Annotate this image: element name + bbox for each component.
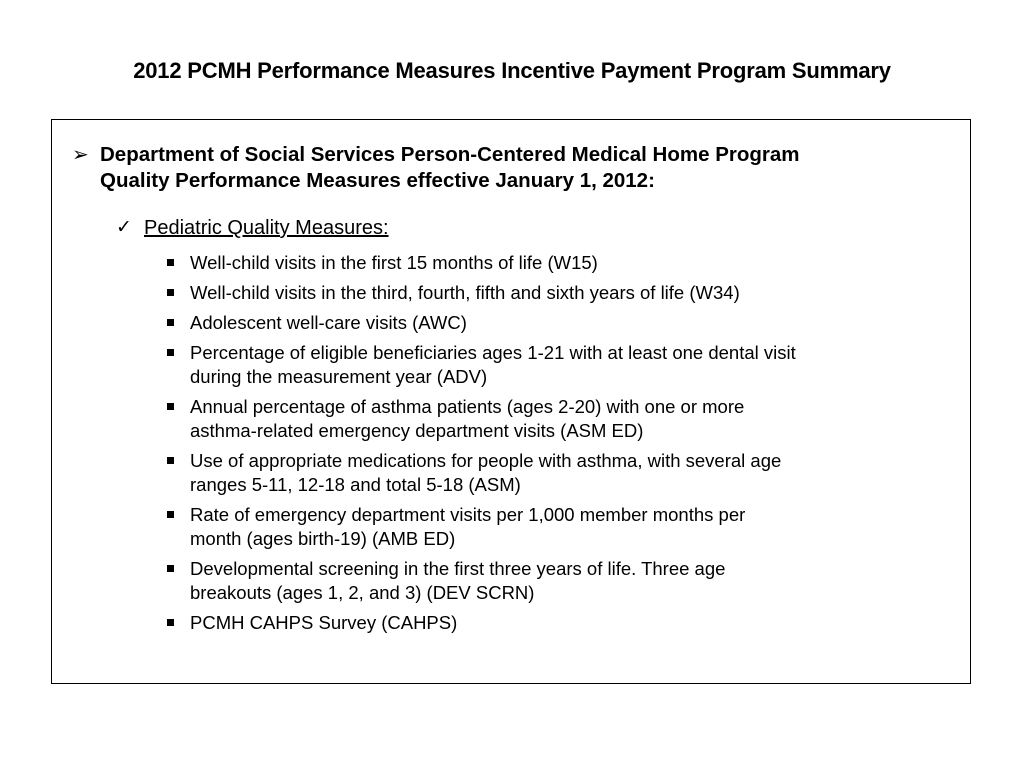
slide-title: 2012 PCMH Performance Measures Incentive Payment Program Summary xyxy=(133,58,891,83)
measure-text: Rate of emergency department visits per 1,000 member months per month (ages birth-19) (AMB ED) xyxy=(190,504,746,549)
measure-text: PCMH CAHPS Survey (CAHPS) xyxy=(190,612,458,633)
list-item xyxy=(162,311,952,335)
list-item xyxy=(162,557,952,605)
measure-text: Well-child visits in the third, fourth, fifth and sixth years of life (W34) xyxy=(190,282,740,303)
main-bullet-line-2: Quality Performance Measures effective January 1, 2012: xyxy=(100,169,655,192)
square-bullet-icon xyxy=(162,557,190,581)
square-bullet-icon xyxy=(162,281,190,305)
sub-heading-item xyxy=(116,215,389,241)
square-bullet-icon xyxy=(162,395,190,419)
list-item xyxy=(162,281,952,305)
square-bullet-icon xyxy=(162,311,190,335)
content-box xyxy=(51,119,971,684)
square-bullet-icon xyxy=(162,341,190,365)
sub-heading-label: Pediatric Quality Measures: xyxy=(144,217,389,239)
measure-text: Developmental screening in the first three years of life. Three age breakouts (ages 1, 2, and 3) (DEV SCRN) xyxy=(190,558,726,603)
square-bullet-icon xyxy=(162,251,190,275)
list-item xyxy=(162,251,952,275)
arrowhead-bullet-icon: ➢ xyxy=(72,144,89,166)
list-item xyxy=(162,503,952,551)
list-item xyxy=(162,341,952,389)
measure-text: Use of appropriate medications for people with asthma, with several age ranges 5-11, 12-18 and total 5-18 (ASM) xyxy=(190,450,782,495)
square-bullet-icon xyxy=(162,449,190,473)
measure-text: Annual percentage of asthma patients (ages 2-20) with one or more asthma-related emergency department visits (ASM ED) xyxy=(190,396,745,441)
main-bullet-line-1: Department of Social Services Person-Centered Medical Home Program xyxy=(100,143,800,166)
measure-text: Well-child visits in the first 15 months of life (W15) xyxy=(190,252,598,273)
list-item xyxy=(162,395,952,443)
measure-text: Adolescent well-care visits (AWC) xyxy=(190,312,467,333)
checkmark-bullet-icon: ✓ xyxy=(116,217,132,238)
square-bullet-icon xyxy=(162,611,190,635)
measure-text: Percentage of eligible beneficiaries ages 1-21 with at least one dental visit during the measurement year (ADV) xyxy=(190,342,796,387)
measures-list xyxy=(162,251,952,641)
main-bullet-text xyxy=(100,142,800,194)
list-item xyxy=(162,611,952,635)
main-bullet-item xyxy=(72,142,952,194)
list-item xyxy=(162,449,952,497)
square-bullet-icon xyxy=(162,503,190,527)
